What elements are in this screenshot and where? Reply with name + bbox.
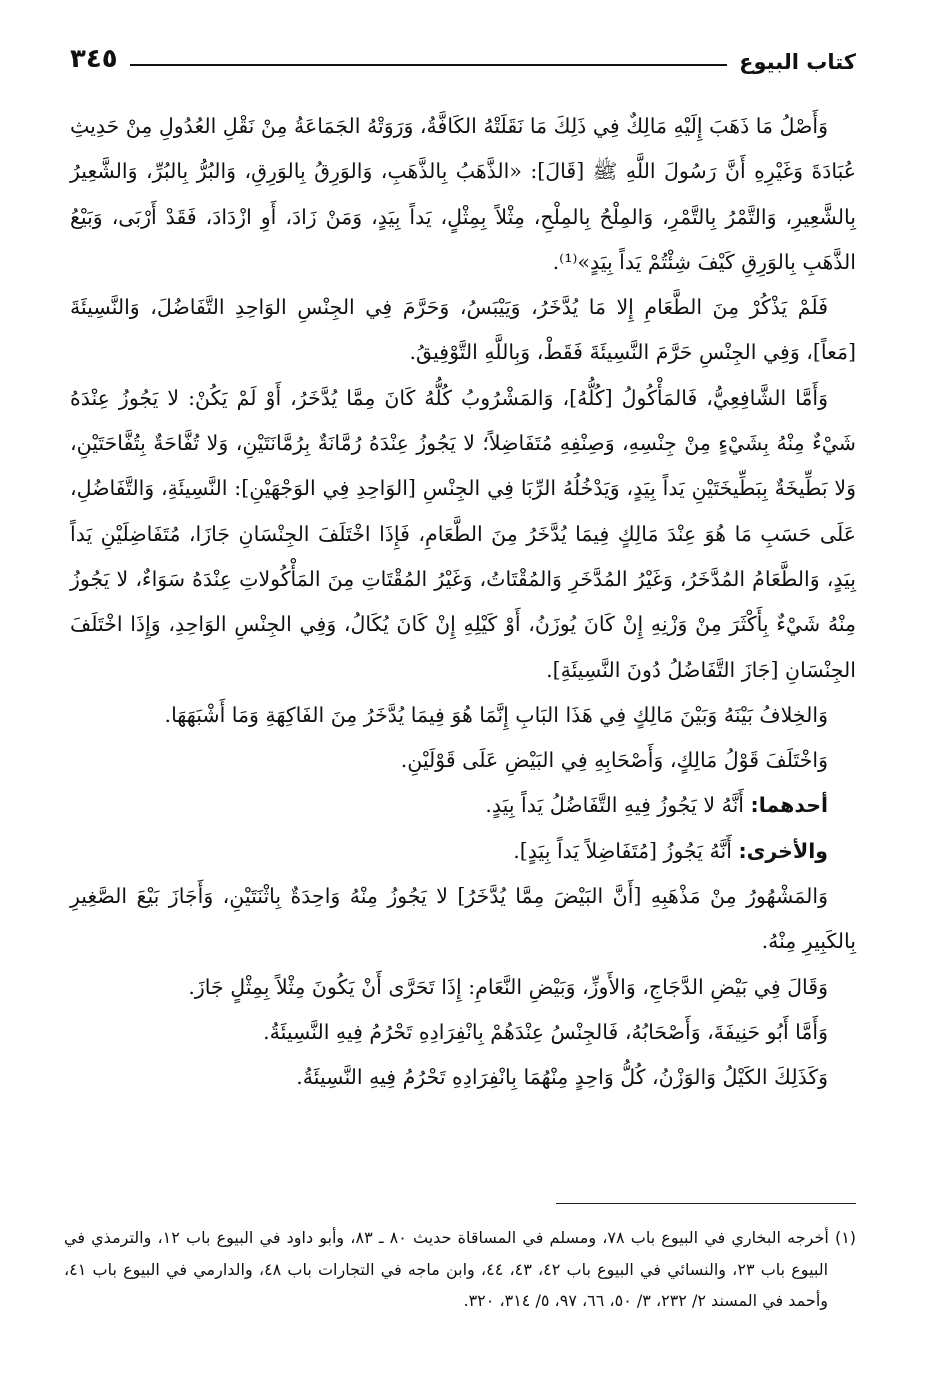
paragraph: وَأَصْلُ مَا ذَهَبَ إِلَيْهِ مَالِكٌ فِي ذَلِكَ مَا نَقَلَتْهُ الكَافَّةُ، وَرَوَتْهُ الجَمَاعَةُ مِنْ نَقْلِ العُدُولِ مِنْ حَدِيثِ عُبَادَةَ وَغَيْرِهِ أَنَّ رَسُولَ اللَّهِ ﷺ [قَالَ]: «الذَّهَبُ بِالذَّهَبِ، وَالوَرِقُ بِالوَرِقِ، وَالبُرُّ بِالبُرِّ، وَالشَّعِيرُ بِالشَّعِيرِ، وَالتَّمْرُ بِالتَّمْرِ، وَالمِلْحُ بِالمِلْحِ، مِثْلاً بِمِثْلٍ، يَداً بِيَدٍ، وَمَنْ زَادَ، أَوِ ازْدَادَ، فَقَدْ أَرْبَى، وَبَيْعُ الذَّهَبِ بِالوَرِقِ كَيْفَ شِئْتُمْ يَداً بِيَدٍ»⁽¹⁾. xyxy=(70,114,856,274)
page-header xyxy=(70,30,856,74)
opinion-text: أَنَّهُ لا يَجُوزُ فِيهِ التَّفَاضُلُ يَداً بِيَدٍ. xyxy=(485,793,744,818)
paragraph: وَأَمَّا الشَّافِعِيُّ، فَالمَأْكُولُ [كُلُّهُ]، وَالمَشْرُوبُ كُلُّهُ كَانَ مِمَّا يُدَّخَرُ، أَوْ لَمْ يَكُنْ: لا يَجُوزُ عِنْدَهُ شَيْءٌ مِنْهُ بِشَيْءٍ مِنْ جِنْسِهِ، وَصِنْفِهِ مُتَفَاضِلاً؛ لا يَجُوزُ عِنْدَهُ رُمَّانَةٌ بِرُمَّانَتَيْنِ، وَلا تُفَّاحَةٌ بِتُفَّاحَتَيْنِ، وَلا بَطِّيخَةٌ بِبَطِّيخَتَيْنِ يَداً بِيَدٍ، وَيَدْخُلُهُ الرِّبَا فِي الجِنْسِ [الوَاحِدِ فِي الوَجْهَيْنِ]: النَّسِيئَةِ، وَالتَّفَاضُلِ، عَلَى حَسَبِ مَا هُوَ عِنْدَ مَالِكٍ فِيمَا يُدَّخَرُ مِنَ الطَّعَامِ، فَإِذَا اخْتَلَفَ الجِنْسَانِ جَازَا، مُتَفَاضِلَيْنِ يَداً بِيَدٍ، وَالطَّعَامُ المُدَّخَرُ، وَغَيْرُ المُدَّخَرِ وَالمُقْتَاتُ، وَغَيْرُ المُقْتَاتِ مِنَ المَأْكُولاتِ عِنْدَهُ سَوَاءٌ، لا يَجُوزُ مِنْهُ شَيْءٌ بِأَكْثَرَ مِنْ وَزْنِهِ إِنْ كَانَ يُوزَنُ، أَوْ كَيْلِهِ إِنْ كَانَ يُكَالُ، وَفِي الجِنْسِ الوَاحِدِ، وَإِذَا اخْتَلَفَ الجِنْسَانِ [جَازَ التَّفَاضُلُ دُونَ النَّسِيئَةِ]. xyxy=(70,385,856,682)
main-text xyxy=(70,104,856,1101)
footnote-separator xyxy=(556,1203,856,1204)
opinion-label: أحدهما: xyxy=(750,793,828,818)
footnote: (١) أخرجه البخاري في البيوع باب ٧٨، ومسلم في المساقاة حديث ٨٠ ـ ٨٣، وأبو داود في البيوع باب ١٢، والترمذي في البيوع باب ٢٣، والنسائي في البيوع باب ٤٢، ٤٣، ٤٤، وابن ماجه في التجارات باب ٤٨، والدارمي في البيوع باب ٤١، وأحمد في المسند ٢/ ٢٣٢، ٣/ ٥٠، ٦٦، ٩٧، ٥/ ٣١٤، ٣٢٠. xyxy=(64,1228,857,1310)
paragraph: وَقَالَ فِي بَيْضِ الدَّجَاجِ، وَالأَوزِّ، وَبَيْضِ النَّعَامِ: إِذَا تَحَرَّى أَنْ يَكُونَ مِثْلاً بِمِثْلٍ جَازَ. xyxy=(188,974,828,999)
paragraph: فَلَمْ يَذْكُرْ مِنَ الطَّعَامِ إِلا مَا يُدَّخَرُ، وَيَيْبَسُ، وَحَرَّمَ فِي الجِنْسِ الوَاحِدِ التَّفَاضُلَ، وَالنَّسِيئَةَ [مَعاً]، وَفِي الجِنْسِ حَرَّمَ النَّسِيئَةَ فَقَطْ، وَبِاللَّهِ التَّوْفِيقُ. xyxy=(70,295,856,365)
opinion-first xyxy=(70,783,856,828)
paragraph: وَالمَشْهُورُ مِنْ مَذْهَبِهِ [أَنَّ البَيْضَ مِمَّا يُدَّخَرُ] لا يَجُوزُ مِنْهُ وَاحِدَةٌ بِاثْنَتَيْنِ، وَأَجَازَ بَيْعَ الصَّغِيرِ بِالكَبِيرِ مِنْهُ. xyxy=(70,884,856,954)
opinion-text: أَنَّهُ يَجُوزُ [مُتَفَاضِلاً يَداً بِيَدٍ]. xyxy=(513,838,732,863)
header-rule xyxy=(130,64,728,66)
page-number: ٣٤٥ xyxy=(70,44,118,74)
footnotes xyxy=(64,1222,856,1317)
paragraph: وَأَمَّا أَبُو حَنِيفَةَ، وَأَصْحَابُهُ، فَالجِنْسُ عِنْدَهُمْ بِانْفِرَادِهِ تَحْرُمُ فِيهِ النَّسِيئَةُ. xyxy=(263,1019,828,1044)
chapter-title: كتاب البيوع xyxy=(739,50,856,74)
paragraph: وَاخْتَلَفَ قَوْلُ مَالِكٍ، وَأَصْحَابِهِ فِي البَيْضِ عَلَى قَوْلَيْنِ. xyxy=(400,748,828,773)
paragraph: وَالخِلافُ بَيْنَهُ وَبَيْنَ مَالِكٍ فِي هَذَا البَابِ إِنَّمَا هُوَ فِيمَا يُدَّخَرُ مِنَ الفَاكِهَةِ وَمَا أَشْبَهَهَا. xyxy=(164,702,828,727)
opinion-second xyxy=(70,829,856,874)
paragraph: وَكَذَلِكَ الكَيْلُ وَالوَزْنُ، كُلُّ وَاحِدٍ مِنْهُمَا بِانْفِرَادِهِ تَحْرُمُ فِيهِ النَّسِيئَةُ. xyxy=(296,1065,828,1090)
opinion-label: والأخرى: xyxy=(738,838,828,863)
